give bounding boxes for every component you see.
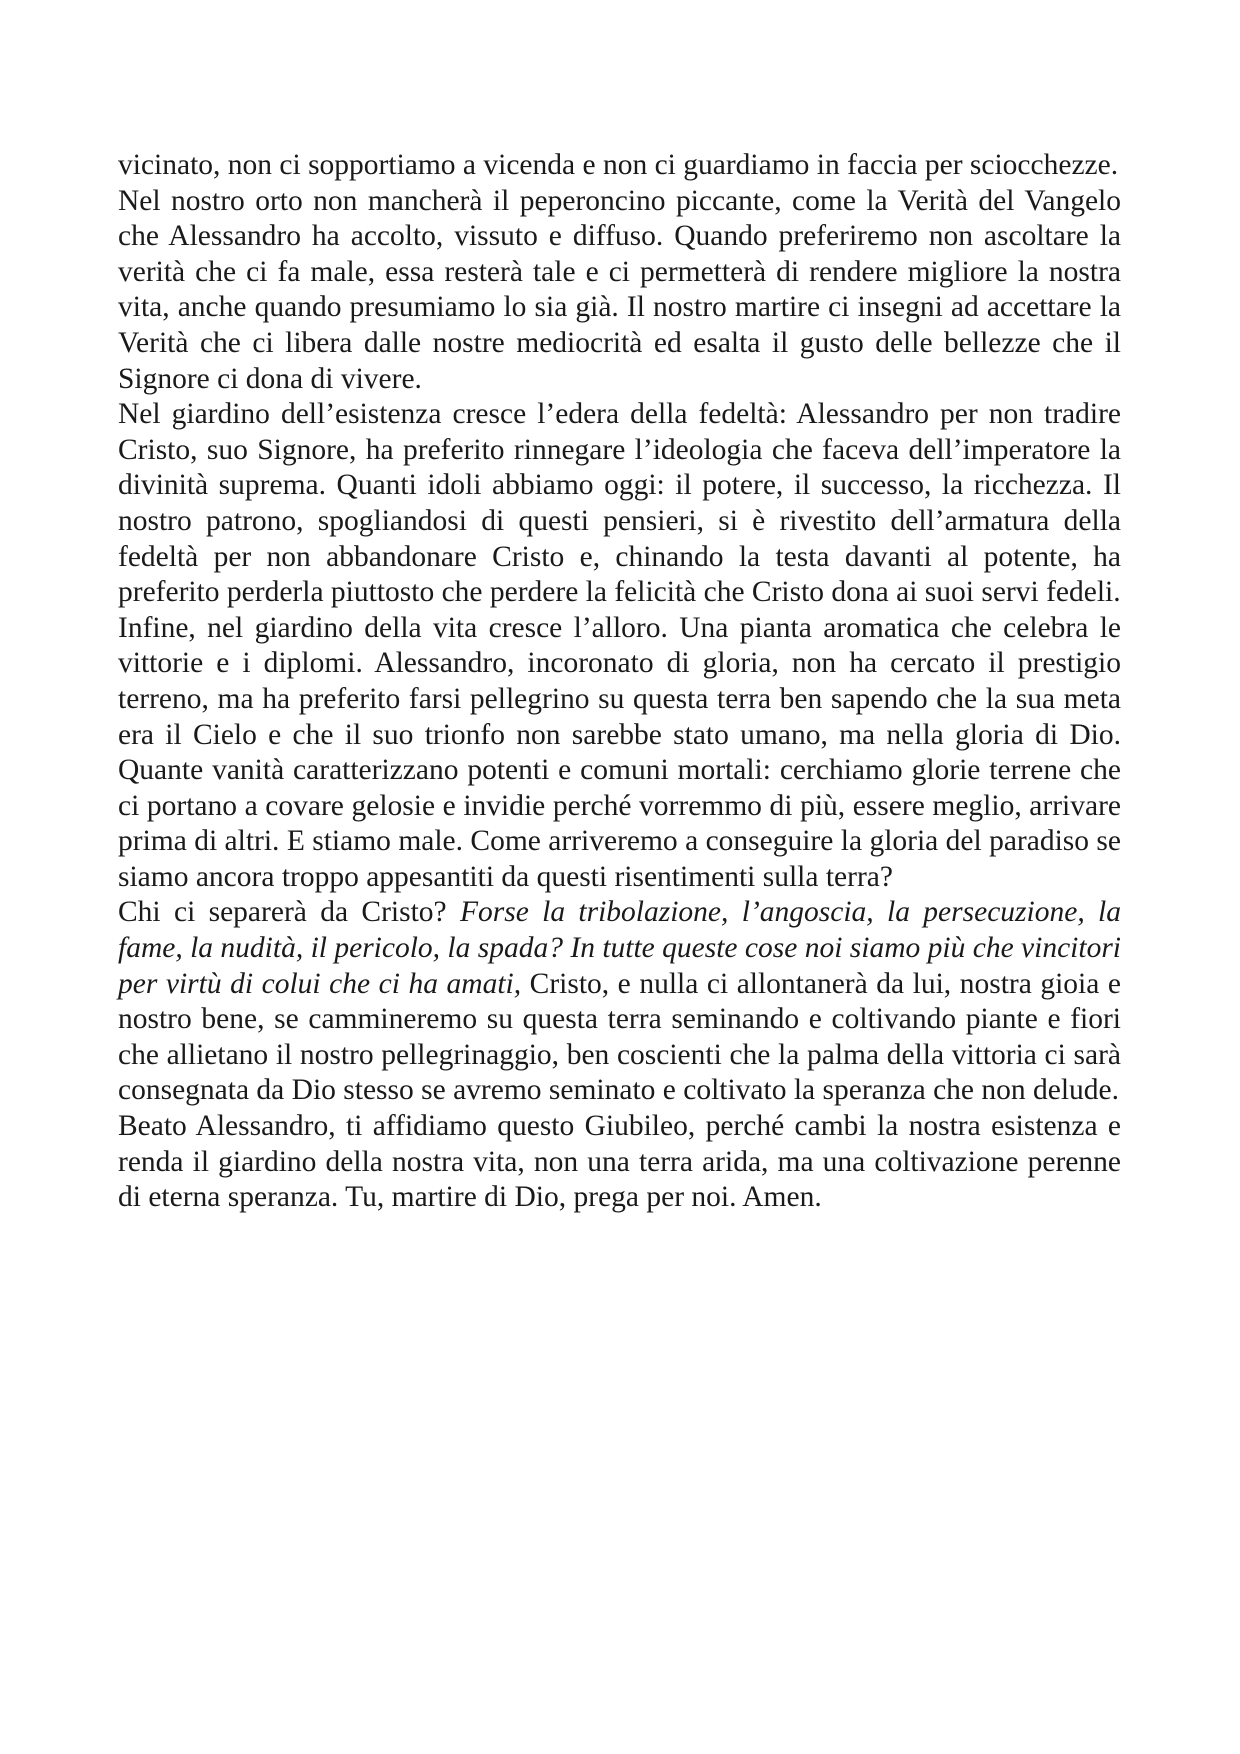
paragraph-neighbors: vicinato, non ci sopportiamo a vicenda e non ci guardiamo in faccia per sciocchezze. [118, 149, 1119, 181]
paragraph-vegetable-garden: Nel nostro orto non mancherà il peperoncino piccante, come la Verità del Vangelo che Alessandro ha accolto, vissuto e diffuso. Quando preferiremo non ascoltare la verità che ci fa male, essa resterà tale e ci permetterà di rendere migliore la nostra vita, anche quando presumiamo lo sia già. Il nostro martire ci insegni ad accettare la Verità che ci libera dalle nostre mediocrità ed esalta il gusto delle bellezze che il Signore ci dona di vivere. [118, 184, 1121, 395]
paragraph-opening-question: Chi ci separerà da Cristo? [118, 896, 460, 929]
paragraph-ivy-fidelity: Nel giardino dell’esistenza cresce l’edera della fedeltà: Alessandro per non tradire Cristo, suo Signore, ha preferito rinnegare l’ideologia che faceva dell’imperatore la divinità suprema. Quanti idoli abbiamo oggi: il potere, il successo, la ricchezza. Il nostro patrono, spogliandosi di questi pensieri, si è rivestito dell’armatura della fedeltà per non abbandonare Cristo e, chinando la testa davanti al potente, ha preferito perderla piuttosto che perdere la felicità che Cristo dona ai suoi servi fedeli. [118, 398, 1121, 609]
paragraph-separation-from-christ [118, 895, 1121, 1109]
scripture-quote: Forse la tribolazione, l’angoscia, la persecuzione, la fame, la nudità, il pericolo, la spada? In tutte queste cose noi siamo più che vincitori per virtù di colui che ci ha amati, [118, 896, 1121, 1000]
paragraph-closing-prayer: Beato Alessandro, ti affidiamo questo Giubileo, perché cambi la nostra esistenza e renda il giardino della nostra vita, non una terra arida, ma una coltivazione perenne di eterna speranza. Tu, martire di Dio, prega per noi. Amen. [118, 1110, 1121, 1214]
paragraph-laurel: Infine, nel giardino della vita cresce l’alloro. Una pianta aromatica che celebra le vittorie e i diplomi. Alessandro, incoronato di gloria, non ha cercato il prestigio terreno, ma ha preferito farsi pellegrino su questa terra ben sapendo che la sua meta era il Cielo e che il suo trionfo non sarebbe stato umano, ma nella gloria di Dio. Quante vanità caratterizzano potenti e comuni mortali: cerchiamo glorie terrene che ci portano a covare gelosie e invidie perché vorremmo di più, essere meglio, arrivare prima di altri. E stiamo male. Come arriveremo a conseguire la gloria del paradiso se siamo ancora troppo appesantiti da questi risentimenti sulla terra? [118, 611, 1121, 893]
paragraph-continuation: Cristo, e nulla ci allontanerà da lui, nostra gioia e nostro bene, se cammineremo su questa terra seminando e coltivando piante e fiori che allietano il nostro pellegrinaggio, ben coscienti che la palma della vittoria ci sarà consegnata da Dio stesso se avremo seminato e coltivato la speranza che non delude. [118, 967, 1121, 1107]
body-text [118, 148, 1121, 1216]
